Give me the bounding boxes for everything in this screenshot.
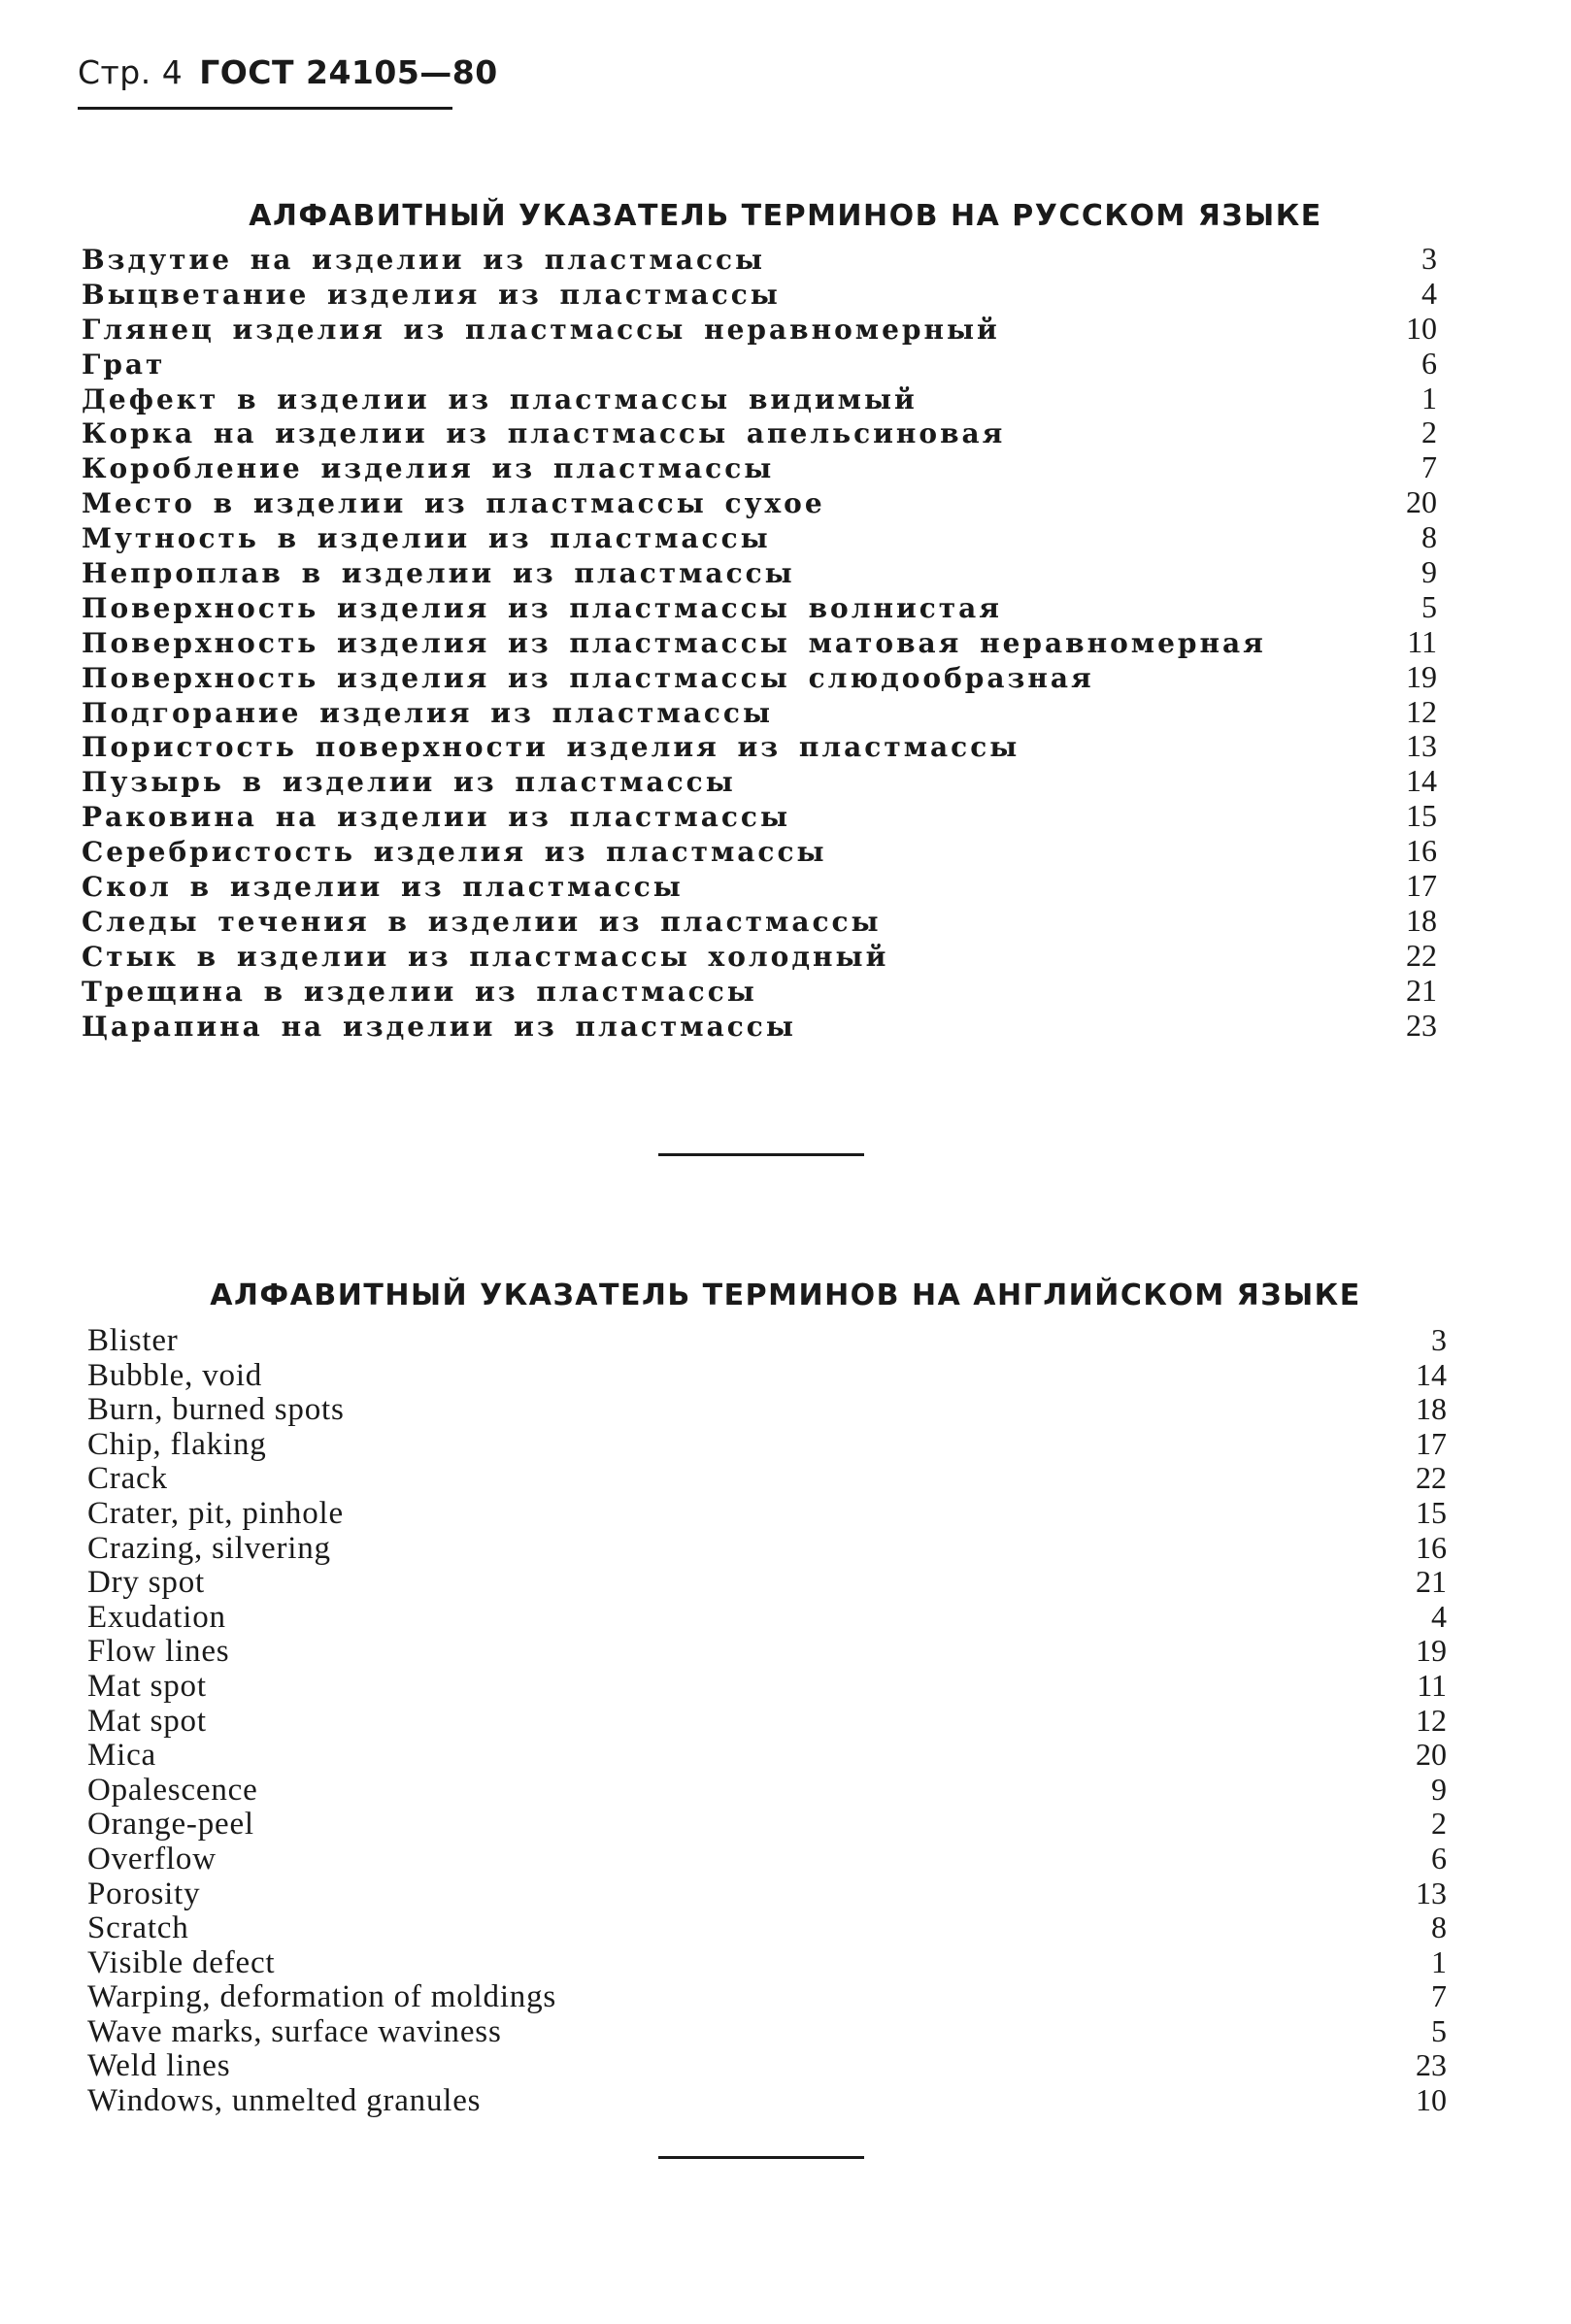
index-entry xyxy=(82,763,1437,798)
index-entry xyxy=(87,2047,1447,2082)
index-entry xyxy=(87,1737,1447,1772)
index-ref-number: 1 xyxy=(1431,1943,1447,1979)
index-entry xyxy=(82,381,1437,415)
index-ref-number: 23 xyxy=(1416,2047,1447,2083)
index-entry xyxy=(82,449,1437,484)
index-entry xyxy=(87,2082,1447,2117)
index-entry xyxy=(87,1426,1447,1461)
index-entry xyxy=(82,728,1437,763)
index-entry xyxy=(82,519,1437,554)
index-term: Мутность в изделии из пластмассы xyxy=(82,522,771,555)
index-term: Трещина в изделии из пластмассы xyxy=(82,975,757,1008)
index-entry xyxy=(87,1599,1447,1634)
index-ref-number: 10 xyxy=(1416,2082,1447,2118)
index-ref-number: 11 xyxy=(1407,623,1437,659)
index-term: Вздутие на изделии из пластмассы xyxy=(82,244,766,276)
index-term: Scratch xyxy=(87,1910,189,1946)
index-entry xyxy=(82,554,1437,589)
index-entry xyxy=(87,1633,1447,1668)
index-ref-number: 23 xyxy=(1406,1007,1437,1043)
index-term: Поверхность изделия из пластмассы слюдообразная xyxy=(82,661,1094,694)
index-ref-number: 4 xyxy=(1421,275,1437,311)
index-entry xyxy=(87,1841,1447,1876)
index-ref-number: 9 xyxy=(1421,554,1437,590)
index-term: Crater, pit, pinhole xyxy=(87,1495,344,1531)
index-term: Непроплав в изделии из пластмассы xyxy=(82,557,795,590)
index-term: Weld lines xyxy=(87,2048,231,2084)
index-term: Wave marks, surface waviness xyxy=(87,2013,502,2049)
index-entry xyxy=(82,938,1437,973)
index-entry xyxy=(82,903,1437,938)
index-entry xyxy=(87,1391,1447,1426)
index-entry xyxy=(87,1876,1447,1910)
header-rule xyxy=(78,107,452,110)
index-entry xyxy=(82,241,1437,276)
index-entry xyxy=(82,659,1437,694)
index-term: Warping, deformation of moldings xyxy=(87,1979,557,2015)
index-ref-number: 20 xyxy=(1406,484,1437,520)
index-ref-number: 14 xyxy=(1406,763,1437,799)
index-term: Crack xyxy=(87,1461,168,1497)
index-ref-number: 5 xyxy=(1421,588,1437,624)
index-entry xyxy=(87,1703,1447,1738)
index-ref-number: 2 xyxy=(1421,415,1437,450)
index-term: Windows, unmelted granules xyxy=(87,2083,482,2119)
index-term: Visible defect xyxy=(87,1944,276,1980)
index-entry xyxy=(87,1944,1447,1979)
index-entry xyxy=(87,1668,1447,1703)
index-term: Flow lines xyxy=(87,1634,230,1670)
index-ref-number: 22 xyxy=(1406,937,1437,973)
english-index-list xyxy=(87,1322,1447,2117)
index-ref-number: 22 xyxy=(1416,1460,1447,1496)
index-term: Поверхность изделия из пластмассы матовая неравномерная xyxy=(82,626,1266,659)
index-entry xyxy=(87,1357,1447,1392)
index-ref-number: 1 xyxy=(1421,380,1437,415)
index-term: Следы течения в изделии из пластмассы xyxy=(82,905,882,938)
index-term: Burn, burned spots xyxy=(87,1392,345,1428)
index-ref-number: 12 xyxy=(1406,693,1437,729)
index-entry xyxy=(87,1564,1447,1599)
index-ref-number: 16 xyxy=(1406,833,1437,869)
index-entry xyxy=(87,2013,1447,2048)
english-index-title: АЛФАВИТНЫЙ УКАЗАТЕЛЬ ТЕРМИНОВ НА АНГЛИЙСКОМ ЯЗЫКЕ xyxy=(210,1278,1361,1312)
index-ref-number: 19 xyxy=(1416,1633,1447,1669)
index-entry xyxy=(87,1772,1447,1807)
index-ref-number: 15 xyxy=(1416,1494,1447,1530)
end-divider xyxy=(658,2156,864,2159)
index-ref-number: 17 xyxy=(1406,868,1437,904)
index-entry xyxy=(87,1978,1447,2013)
index-ref-number: 18 xyxy=(1406,902,1437,938)
standard-number: ГОСТ 24105—80 xyxy=(199,53,498,91)
index-term: Mat spot xyxy=(87,1668,207,1704)
index-entry xyxy=(82,833,1437,868)
index-term: Выцветание изделия из пластмассы xyxy=(82,278,781,311)
index-term: Стык в изделии из пластмассы холодный xyxy=(82,940,889,973)
index-term: Crazing, silvering xyxy=(87,1530,331,1566)
index-ref-number: 3 xyxy=(1421,241,1437,276)
index-term: Пузырь в изделии из пластмассы xyxy=(82,766,736,799)
index-ref-number: 2 xyxy=(1431,1806,1447,1842)
index-term: Поверхность изделия из пластмассы волнистая xyxy=(82,591,1002,624)
index-ref-number: 7 xyxy=(1431,1978,1447,2014)
index-term: Грат xyxy=(82,348,166,381)
index-entry xyxy=(82,624,1437,659)
index-ref-number: 7 xyxy=(1421,449,1437,485)
index-ref-number: 8 xyxy=(1421,519,1437,555)
index-ref-number: 5 xyxy=(1431,2012,1447,2048)
section-divider xyxy=(658,1153,864,1156)
index-entry xyxy=(82,311,1437,346)
index-ref-number: 9 xyxy=(1431,1771,1447,1807)
index-term: Дефект в изделии из пластмассы видимый xyxy=(82,382,918,415)
index-entry xyxy=(82,1008,1437,1043)
index-term: Exudation xyxy=(87,1599,226,1635)
index-term: Глянец изделия из пластмассы неравномерный xyxy=(82,313,1000,346)
index-term: Место в изделии из пластмассы сухое xyxy=(82,487,825,520)
index-ref-number: 13 xyxy=(1416,1875,1447,1910)
index-term: Porosity xyxy=(87,1876,201,1911)
index-term: Chip, flaking xyxy=(87,1426,267,1462)
index-term: Blister xyxy=(87,1323,179,1358)
index-ref-number: 6 xyxy=(1431,1840,1447,1876)
index-term: Царапина на изделии из пластмассы xyxy=(82,1010,796,1043)
index-ref-number: 18 xyxy=(1416,1391,1447,1427)
index-entry xyxy=(82,276,1437,311)
index-ref-number: 13 xyxy=(1406,728,1437,764)
russian-index-title: АЛФАВИТНЫЙ УКАЗАТЕЛЬ ТЕРМИНОВ НА РУССКОМ ЯЗЫКЕ xyxy=(249,198,1322,233)
index-ref-number: 16 xyxy=(1416,1529,1447,1565)
index-term: Dry spot xyxy=(87,1565,205,1601)
index-ref-number: 8 xyxy=(1431,1909,1447,1945)
page-label: Стр. 4 xyxy=(78,53,184,91)
index-entry xyxy=(82,484,1437,519)
index-entry xyxy=(87,1530,1447,1565)
index-term: Коробление изделия из пластмассы xyxy=(82,452,775,485)
index-ref-number: 17 xyxy=(1416,1425,1447,1461)
index-ref-number: 3 xyxy=(1431,1322,1447,1357)
index-entry xyxy=(87,1495,1447,1530)
index-entry xyxy=(82,973,1437,1008)
russian-index-list xyxy=(82,241,1437,1042)
index-term: Orange-peel xyxy=(87,1807,254,1843)
index-entry xyxy=(82,798,1437,833)
index-term: Скол в изделии из пластмассы xyxy=(82,871,684,904)
running-header xyxy=(78,53,498,91)
index-ref-number: 15 xyxy=(1406,798,1437,834)
index-entry xyxy=(87,1806,1447,1841)
index-term: Overflow xyxy=(87,1841,217,1876)
index-term: Opalescence xyxy=(87,1772,258,1808)
index-ref-number: 11 xyxy=(1417,1667,1447,1703)
index-term: Подгорание изделия из пластмассы xyxy=(82,696,774,729)
index-ref-number: 20 xyxy=(1416,1737,1447,1773)
index-term: Раковина на изделии из пластмассы xyxy=(82,801,791,834)
index-term: Mica xyxy=(87,1738,157,1774)
index-term: Серебристость изделия из пластмассы xyxy=(82,836,827,869)
index-ref-number: 14 xyxy=(1416,1356,1447,1392)
index-ref-number: 21 xyxy=(1416,1564,1447,1600)
index-entry xyxy=(87,1909,1447,1944)
index-term: Mat spot xyxy=(87,1703,207,1739)
index-entry xyxy=(82,346,1437,381)
index-entry xyxy=(82,415,1437,449)
index-ref-number: 6 xyxy=(1421,345,1437,381)
index-ref-number: 21 xyxy=(1406,972,1437,1008)
index-ref-number: 12 xyxy=(1416,1702,1447,1738)
index-entry xyxy=(87,1322,1447,1357)
index-entry xyxy=(87,1460,1447,1495)
index-term: Bubble, void xyxy=(87,1357,263,1393)
index-entry xyxy=(82,694,1437,729)
index-ref-number: 19 xyxy=(1406,658,1437,694)
index-entry xyxy=(82,589,1437,624)
index-term: Корка на изделии из пластмассы апельсиновая xyxy=(82,417,1006,450)
index-entry xyxy=(82,868,1437,903)
index-ref-number: 10 xyxy=(1406,310,1437,346)
index-ref-number: 4 xyxy=(1431,1598,1447,1634)
index-term: Пористость поверхности изделия из пластмассы xyxy=(82,731,1020,764)
